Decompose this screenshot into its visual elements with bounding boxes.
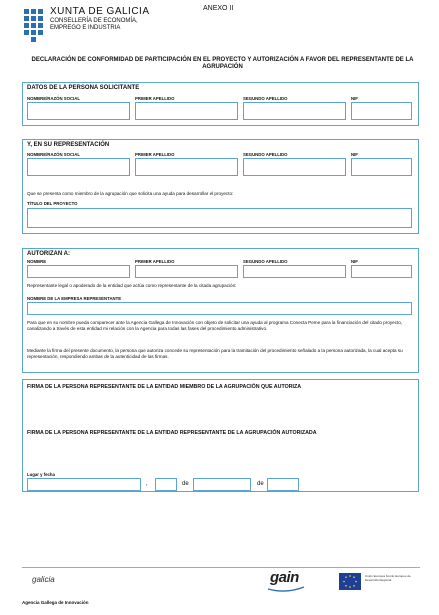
applicant-section-title: DATOS DE LA PERSONA SOLICITANTE [27,85,140,91]
rep-surname1-field[interactable] [135,158,238,176]
auth-surname1-field[interactable] [135,265,238,278]
applicant-nif-label: NIF [351,96,358,101]
eu-caption: Unión Europea Fondo Europeo de Desarrollo Regional [365,574,411,582]
place-field[interactable] [27,478,141,491]
rep-name-label: NOMBRE/RAZÓN SOCIAL [27,152,80,157]
day-field[interactable] [155,478,177,491]
agency-name: Agencia Gallega de Innovación [22,600,89,605]
rep-surname1-label: PRIMER APELLIDO [135,152,175,157]
applicant-surname2-field[interactable] [243,102,346,120]
auth-name-label: NOMBRE [27,259,47,264]
eu-flag-icon [339,573,361,590]
project-title-field[interactable] [27,208,412,228]
year-field[interactable] [267,478,299,491]
de-separator-2: de [257,481,264,487]
auth-name-field[interactable] [27,265,130,278]
applicant-surname1-label: PRIMER APELLIDO [135,96,175,101]
purpose-paragraph: Para que en su nombre pueda comparecer ante la Agencia Gallega de Innovación con objeto de solicitar una ayuda al programa Conecta Peme para la financiación del citado proyecto, canalizando a través de esta entidad mi relación con la Agencia para todas las fases del procedimiento administrativo. [27,320,403,331]
authorizing-signature-label: FIRMA DE LA PERSONA REPRESENTANTE DE LA ENTIDAD MIEMBRO DE LA AGRUPACIÓN QUE AUTORIZA [27,384,302,390]
annex-label: ANEXO II [203,5,234,12]
applicant-name-label: NOMBRE/RAZÓN SOCIAL [27,96,80,101]
footer-divider [22,567,420,568]
rep-surname2-label: SEGUNDO APELLIDO [243,152,288,157]
applicant-nif-field[interactable] [351,102,412,120]
rep-surname2-field[interactable] [243,158,346,176]
rep-name-field[interactable] [27,158,130,176]
document-title: DECLARACIÓN DE CONFORMIDAD DE PARTICIPACIÓN EN EL PROYECTO Y AUTORIZACIÓN A FAVOR DEL REPRESENTANTE DE LA AGRUPACIÓN [31,57,414,70]
company-name-label: NOMBRE DE LA EMPRESA REPRESENTANTE [27,296,122,301]
representation-section-title: Y, EN SU REPRESENTACIÓN [27,142,110,148]
comma-separator: , [146,481,148,487]
gain-swoosh-icon [266,584,306,594]
legal-rep-text: Representante legal o apoderado de la entidad que actúa como representante de la citada agrupación: [27,283,237,288]
applicant-surname1-field[interactable] [135,102,238,120]
xunta-emblem-icon [22,7,48,47]
galicia-logo: galicia [32,575,55,584]
authorize-section-title: AUTORIZAN A: [27,251,70,257]
rep-nif-label: NIF [351,152,358,157]
member-statement: Que se presenta como miembro de la agrupación que solicita una ayuda para desarrollar el proyecto: [27,191,234,196]
org-name: XUNTA DE GALICIA [50,6,150,17]
month-field[interactable] [193,478,251,491]
auth-surname2-label: SEGUNDO APELLIDO [243,259,288,264]
gain-logo: gain [270,569,299,586]
project-title-label: TÍTULO DEL PROYECTO [27,201,78,206]
department-line-2: EMPREGO E INDUSTRIA [50,25,121,31]
auth-surname2-field[interactable] [243,265,346,278]
de-separator-1: de [182,481,189,487]
department-line-1: CONSELLERÍA DE ECONOMÍA, [50,18,138,24]
company-name-field[interactable] [27,302,412,315]
auth-surname1-label: PRIMER APELLIDO [135,259,175,264]
applicant-surname2-label: SEGUNDO APELLIDO [243,96,288,101]
applicant-name-field[interactable] [27,102,130,120]
auth-nif-label: NIF [351,259,358,264]
rep-nif-field[interactable] [351,158,412,176]
authorized-signature-label: FIRMA DE LA PERSONA REPRESENTANTE DE LA ENTIDAD REPRESENTANTE DE LA AGRUPACIÓN AUTORIZADA [27,430,317,436]
place-date-label: Lugar y fecha [27,472,55,477]
consent-paragraph: Mediante la firma del presente documento, la persona que autoriza concede su representación para la tramitación del procedimiento señalado a la persona autorizada, la cual acepta su representación, respondiendo ambas de la autenticidad de las firmas. [27,348,403,359]
auth-nif-field[interactable] [351,265,412,278]
department-name [50,18,150,32]
